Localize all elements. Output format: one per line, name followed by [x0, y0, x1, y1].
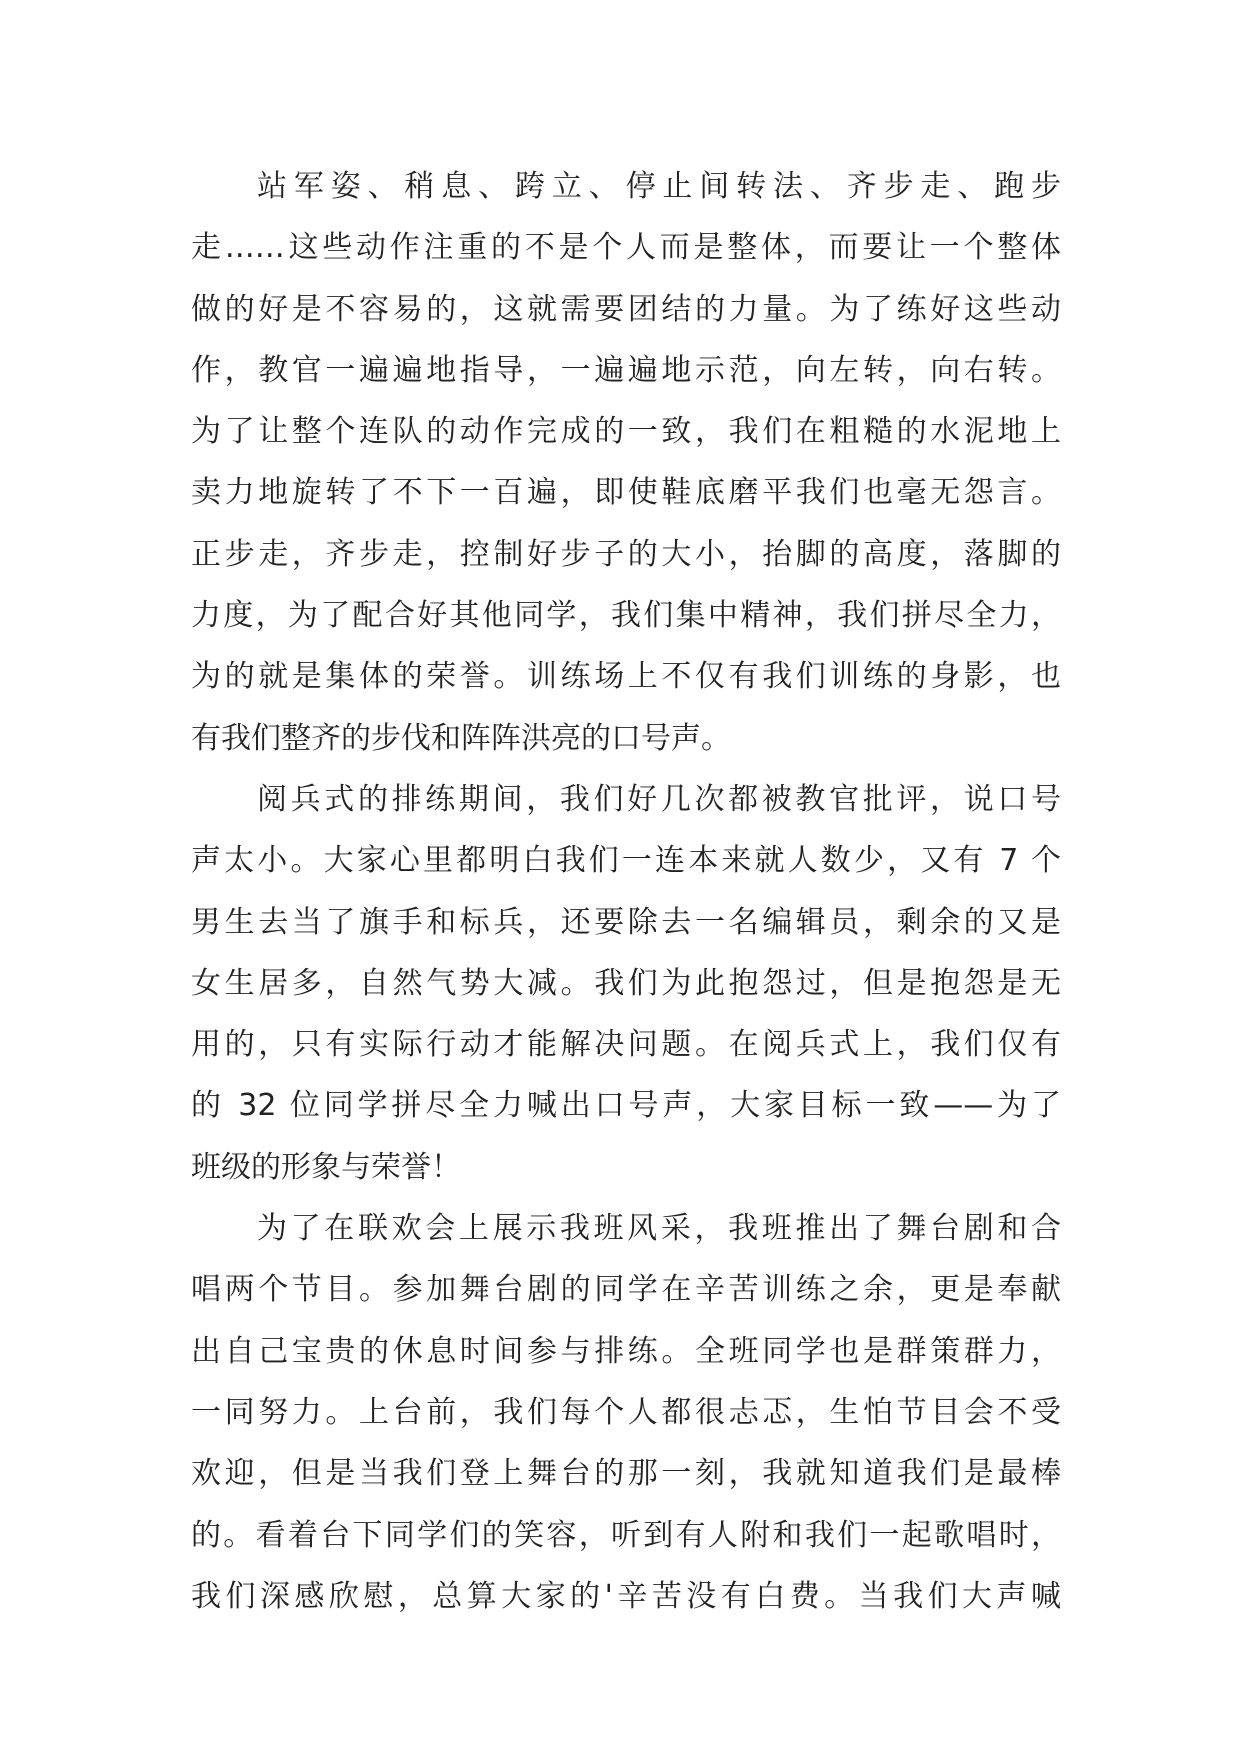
- text-line: 力度，为了配合好其他同学，我们集中精神，我们拼尽全力，: [191, 598, 1061, 634]
- text-line: 我们深感欣慰，总算大家的'辛苦没有白费。当我们大声喊: [191, 1578, 1061, 1614]
- text-line: 出自己宝贵的休息时间参与排练。全班同学也是群策群力，: [191, 1333, 1061, 1369]
- text-line: 女生居多，自然气势大减。我们为此抱怨过，但是抱怨是无: [191, 965, 1061, 1001]
- body-text: [191, 156, 1061, 1627]
- text-line: 的。看着台下同学们的笑容，听到有人附和我们一起歌唱时，: [191, 1517, 1061, 1553]
- text-line: 阅兵式的排练期间，我们好几次都被教官批评，说口号: [257, 781, 1061, 817]
- text-line: 唱两个节目。参加舞台剧的同学在辛苦训练之余，更是奉献: [191, 1272, 1061, 1308]
- text-line: 为了让整个连队的动作完成的一致，我们在粗糙的水泥地上: [191, 414, 1061, 450]
- text-line: 有我们整齐的步伐和阵阵洪亮的口号声。: [191, 720, 731, 756]
- text-line: 班级的形象与荣誉！: [191, 1149, 461, 1185]
- text-line: 的 32 位同学拼尽全力喊出口号声，大家目标一致——为了: [191, 1088, 1061, 1124]
- text-line: 站军姿、稍息、跨立、停止间转法、齐步走、跑步: [257, 169, 1061, 204]
- text-line: 一同努力。上台前，我们每个人都很忐忑，生怕节目会不受: [191, 1394, 1061, 1430]
- text-line: 走……这些动作注重的不是个人而是整体，而要让一个整体: [191, 230, 1061, 266]
- text-line: 为的就是集体的荣誉。训练场上不仅有我们训练的身影，也: [191, 659, 1061, 695]
- text-line: 用的，只有实际行动才能解决问题。在阅兵式上，我们仅有: [191, 1027, 1061, 1063]
- text-line: 做的好是不容易的，这就需要团结的力量。为了练好这些动: [191, 291, 1061, 327]
- text-line: 正步走，齐步走，控制好步子的大小，抬脚的高度，落脚的: [191, 536, 1061, 572]
- text-line: 欢迎，但是当我们登上舞台的那一刻，我就知道我们是最棒: [191, 1456, 1061, 1492]
- text-line: 卖力地旋转了不下一百遍，即使鞋底磨平我们也毫无怨言。: [191, 475, 1061, 511]
- text-line: 为了在联欢会上展示我班风采，我班推出了舞台剧和合: [257, 1211, 1061, 1247]
- text-line: 男生去当了旗手和标兵，还要除去一名编辑员，剩余的又是: [191, 904, 1061, 940]
- text-line: 声太小。大家心里都明白我们一连本来就人数少，又有 7 个: [191, 843, 1061, 879]
- text-line: 作，教官一遍遍地指导，一遍遍地示范，向左转，向右转。: [191, 352, 1061, 388]
